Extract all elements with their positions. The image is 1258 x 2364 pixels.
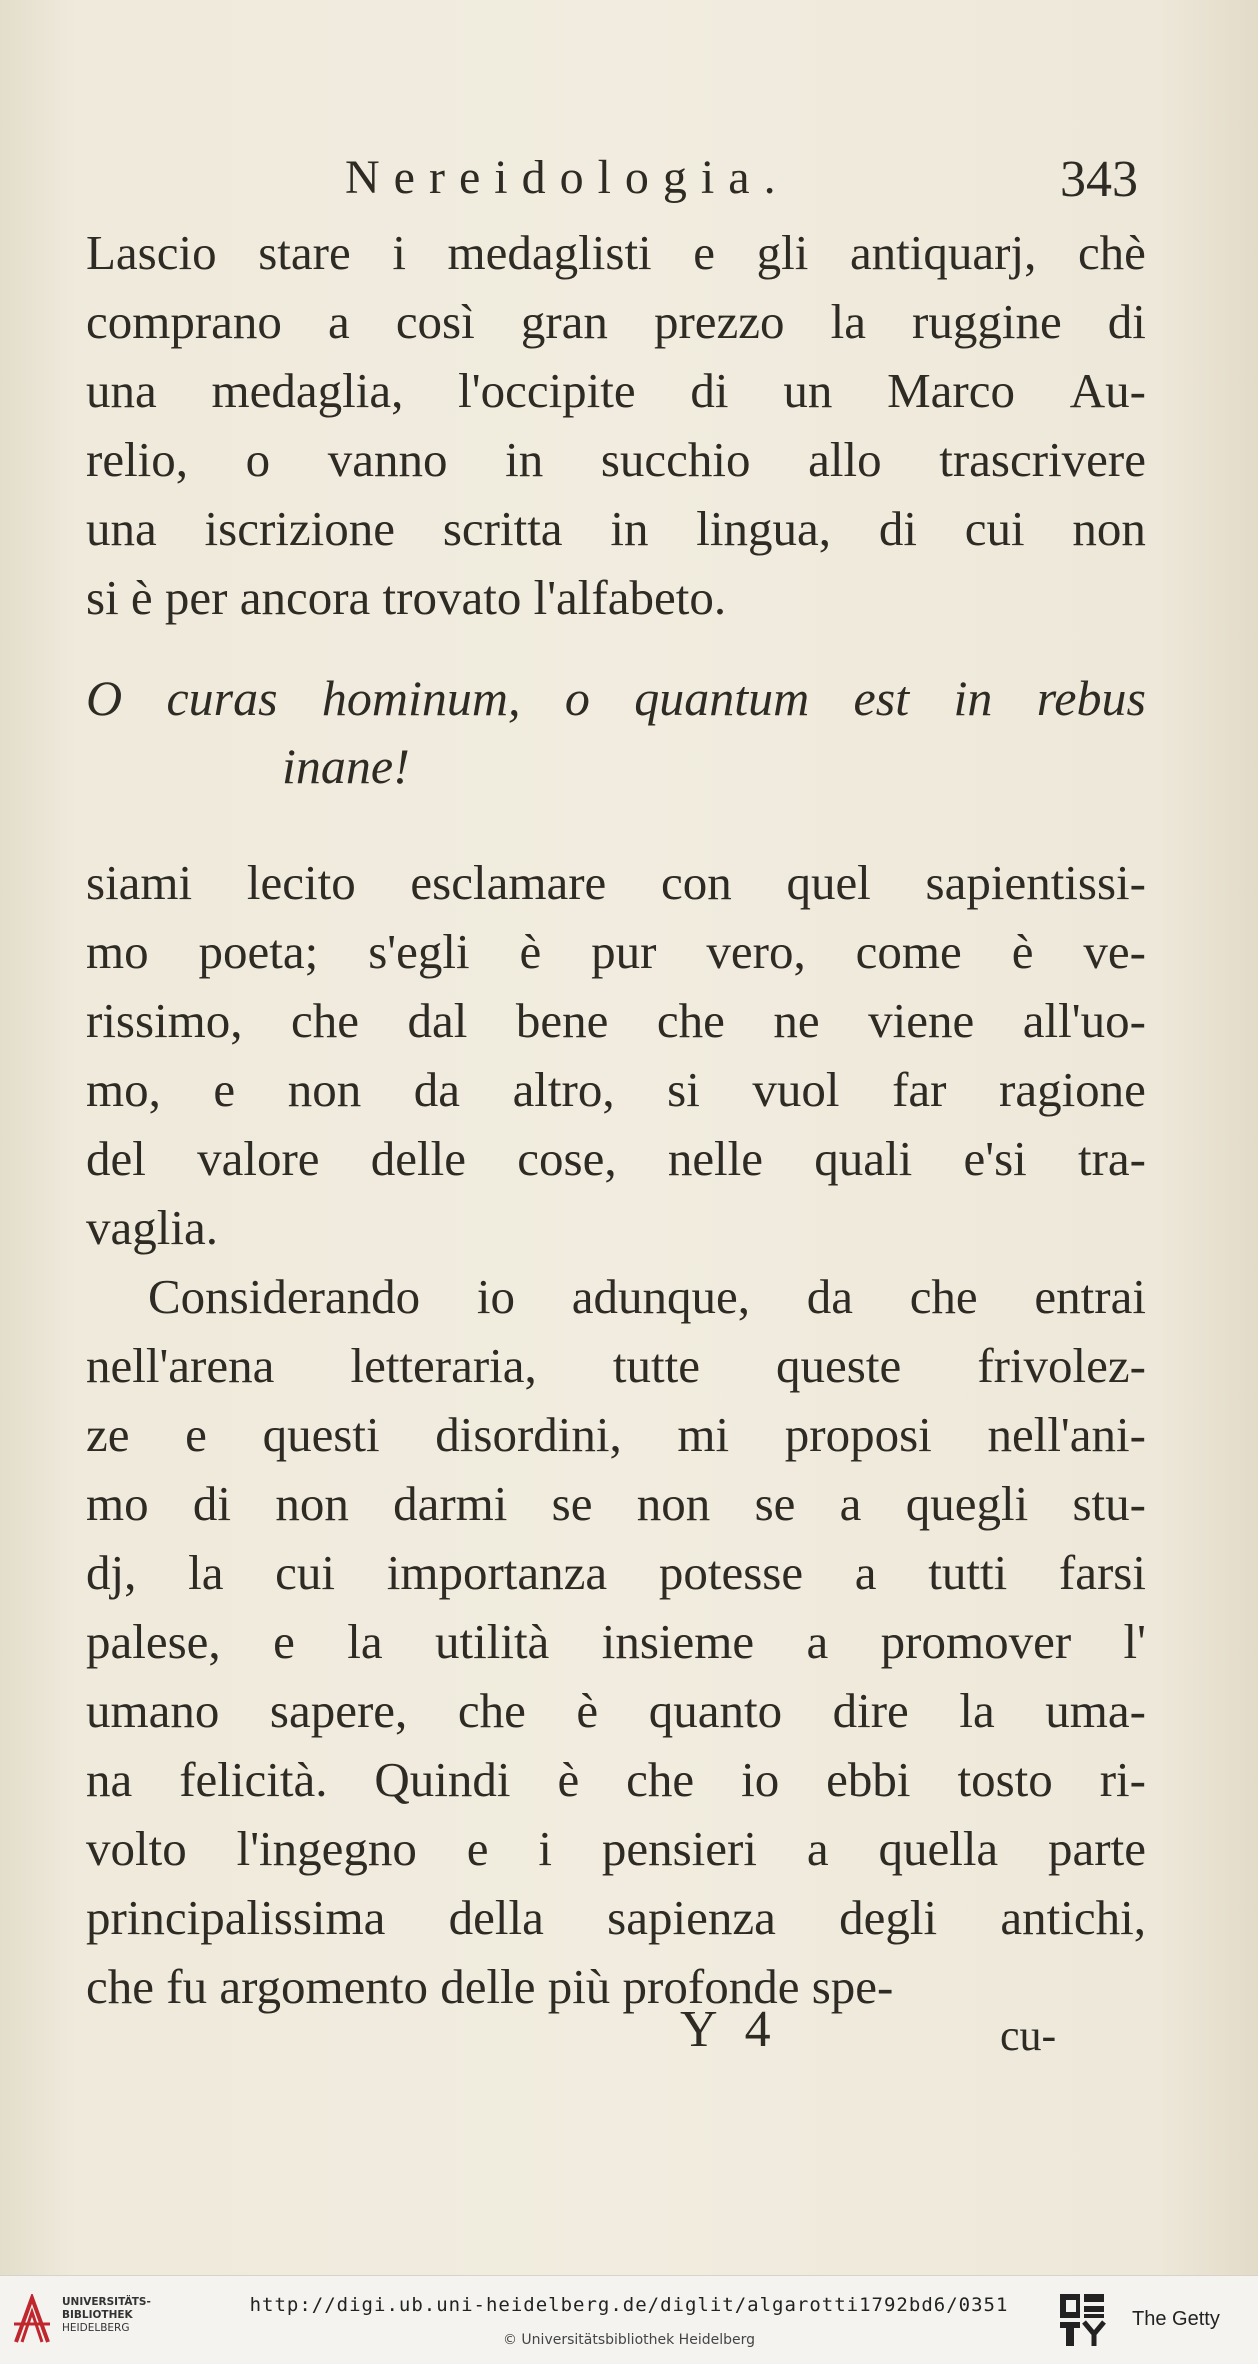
verse-quote-line-1: O curas hominum, o quantum est in rebus [86,670,1146,726]
text-line: umano sapere, che è quanto dire la uma- [86,1683,1146,1738]
text-line: volto l'ingegno e i pensieri a quella parte [86,1821,1146,1876]
text-line: mo, e non da altro, si vuol far ragione [86,1062,1146,1117]
catchword: cu- [1000,2011,1057,2060]
text-line: comprano a così gran prezzo la ruggine di [86,294,1146,349]
page-header [90,150,1138,220]
text-line: ze e questi disordini, mi proposi nell'ani- [86,1407,1146,1462]
text-line: palese, e la utilità insieme a promover l' [86,1614,1146,1669]
permalink-url[interactable]: http://digi.ub.uni-heidelberg.de/diglit/algarotti1792bd6/0351 [249,2294,1009,2316]
running-title: Nereidologia. [345,151,790,204]
text-line: una medaglia, l'occipite di un Marco Au- [86,363,1146,418]
signature-mark: Y 4 [680,2001,779,2058]
text-line: Considerando io adunque, da che entrai [148,1269,1146,1324]
text-line: rissimo, che dal bene che ne viene all'uo- [86,993,1146,1048]
paragraph-2 [86,848,1146,1262]
library-name: UNIVERSITÄTS- BIBLIOTHEK HEIDELBERG [62,2296,151,2334]
text-line: siami lecito esclamare con quel sapientissi- [86,855,1146,910]
body-text [86,218,1146,2021]
page-number: 343 [1060,151,1138,208]
getty-logo-icon [1058,2292,1108,2348]
text-line: mo poeta; s'egli è pur vero, come è ve- [86,924,1146,979]
text-line: Lascio stare i medaglisti e gli antiquarj, chè [86,225,1146,280]
text-line: si è per ancora trovato l'alfabeto. [86,570,727,625]
paragraph-3 [86,1262,1146,2021]
text-line: dj, la cui importanza potesse a tutti farsi [86,1545,1146,1600]
text-line: nell'arena letteraria, tutte queste frivolez- [86,1338,1146,1393]
text-line: vaglia. [86,1200,218,1255]
verse-quote-line-2: inane! [282,738,410,794]
text-line: del valore delle cose, nelle quali e'si tra- [86,1131,1146,1186]
text-line: relio, o vanno in succhio allo trascrivere [86,432,1146,487]
text-line: mo di non darmi se non se a quegli stu- [86,1476,1146,1531]
text-line: principalissima della sapienza degli antichi, [86,1890,1146,1945]
paragraph-1 [86,218,1146,632]
footer-bar [0,2275,1258,2364]
text-line: che fu argomento delle più profonde spe- [86,1959,894,2014]
text-line: na felicità. Quindi è che io ebbi tosto ri- [86,1752,1146,1807]
copyright-notice: © Universitätsbibliothek Heidelberg [502,2332,755,2348]
text-line: una iscrizione scritta in lingua, di cui non [86,501,1146,556]
partner-name: The Getty [1132,2308,1220,2330]
